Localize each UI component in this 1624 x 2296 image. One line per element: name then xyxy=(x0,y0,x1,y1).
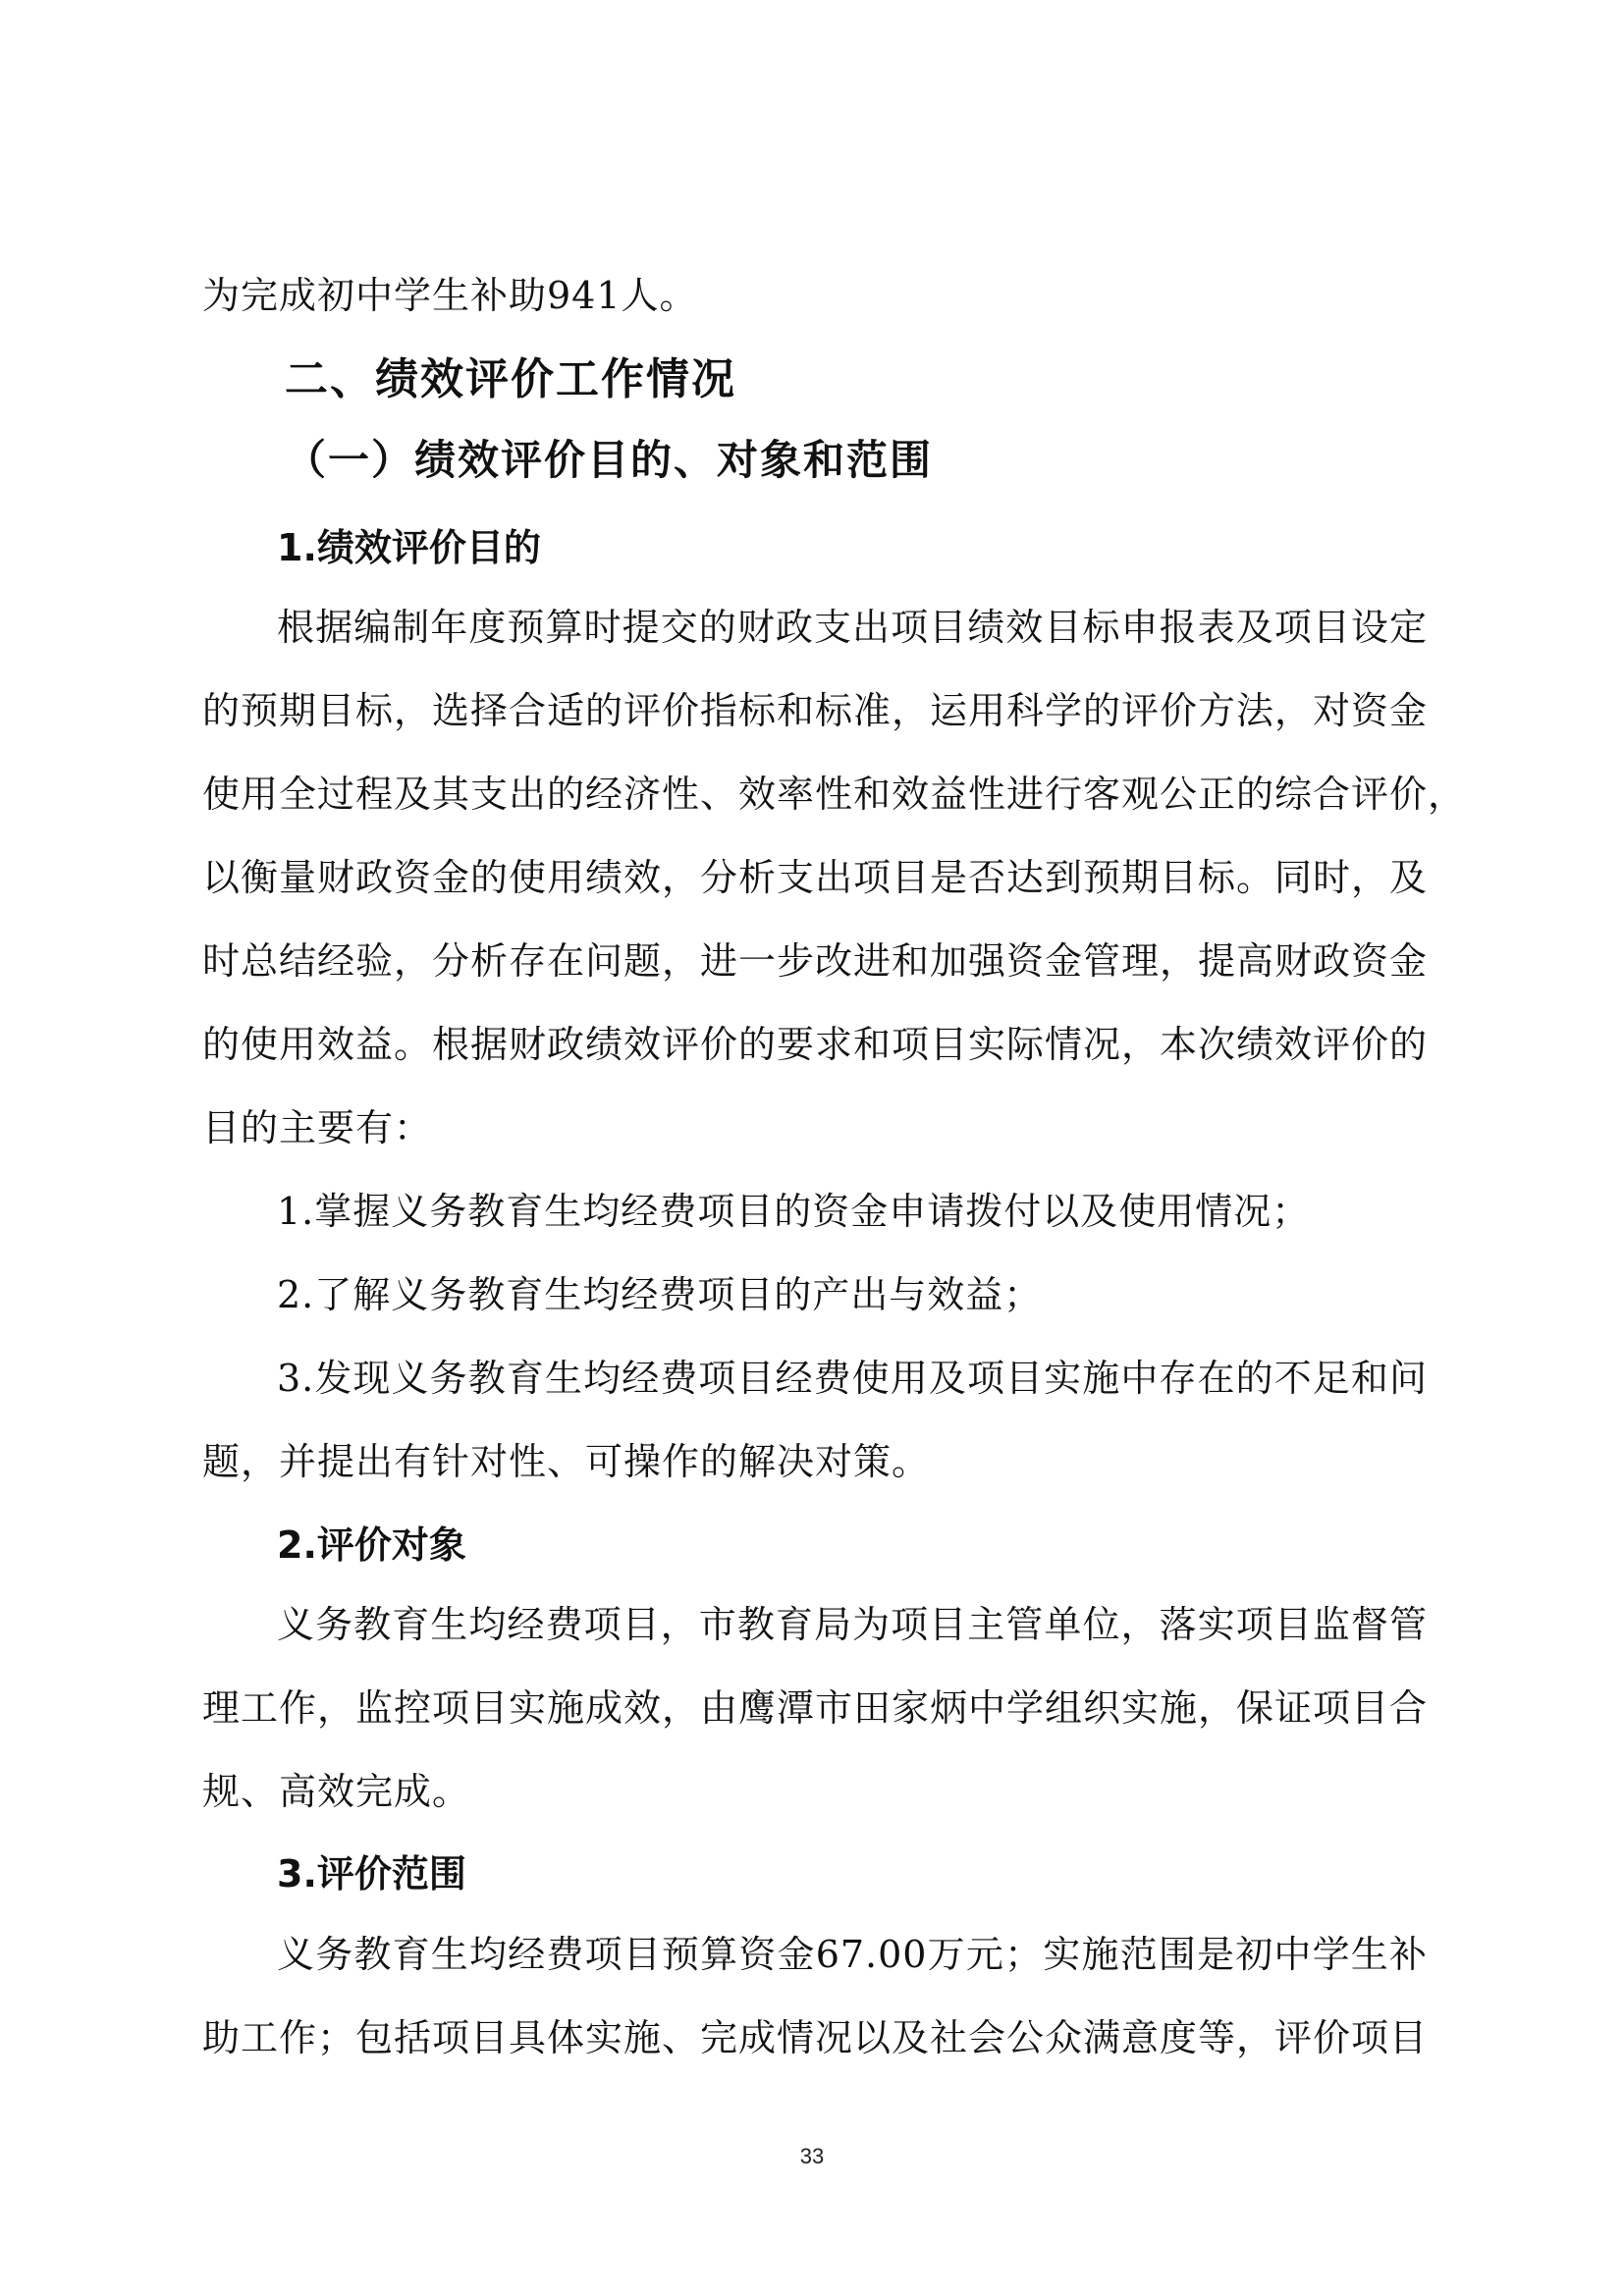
paragraph-line: 的使用效益。根据财政绩效评价的要求和项目实际情况，本次绩效评价的 xyxy=(202,1023,1429,1066)
paragraph-line: 使用全过程及其支出的经济性、效率性和效益性进行客观公正的综合评价， xyxy=(202,773,1467,816)
paragraph-line: 规、高效完成。 xyxy=(202,1770,471,1813)
paragraph-line: 理工作，监控项目实施成效，由鹰潭市田家炳中学组织实施，保证项目合 xyxy=(202,1686,1429,1730)
list-item: 3.发现义务教育生均经费项目经费使用及项目实施中存在的不足和问 xyxy=(277,1357,1428,1400)
item-heading-purpose: 1.绩效评价目的 xyxy=(277,526,541,569)
paragraph-line: 时总结经验，分析存在问题，进一步改进和加强资金管理，提高财政资金 xyxy=(202,939,1429,983)
paragraph-line: 助工作；包括项目具体实施、完成情况以及社会公众满意度等，评价项目 xyxy=(202,2016,1429,2059)
paragraph-line: 义务教育生均经费项目，市教育局为项目主管单位，落实项目监督管 xyxy=(277,1603,1428,1646)
section-heading: 二、绩效评价工作情况 xyxy=(285,354,736,404)
paragraph-line: 义务教育生均经费项目预算资金67.00万元；实施范围是初中学生补 xyxy=(277,1933,1428,1976)
item-heading-object: 2.评价对象 xyxy=(277,1523,466,1567)
list-item: 2.了解义务教育生均经费项目的产出与效益； xyxy=(277,1273,1043,1316)
paragraph-line: 根据编制年度预算时提交的财政支出项目绩效目标申报表及项目设定 xyxy=(277,606,1428,649)
subsection-heading: （一）绩效评价目的、对象和范围 xyxy=(285,436,934,484)
paragraph-line: 为完成初中学生补助941人。 xyxy=(202,274,698,317)
page-number: 33 xyxy=(799,2144,825,2168)
list-item: 1.掌握义务教育生均经费项目的资金申请拨付以及使用情况； xyxy=(277,1190,1311,1233)
paragraph-line: 题，并提出有针对性、可操作的解决对策。 xyxy=(202,1440,931,1483)
item-heading-scope: 3.评价范围 xyxy=(277,1852,466,1896)
paragraph-line: 的预期目标，选择合适的评价指标和标准，运用科学的评价方法，对资金 xyxy=(202,689,1429,732)
paragraph-line: 以衡量财政资金的使用绩效，分析支出项目是否达到预期目标。同时，及 xyxy=(202,856,1429,899)
paragraph-line: 目的主要有： xyxy=(202,1106,433,1149)
